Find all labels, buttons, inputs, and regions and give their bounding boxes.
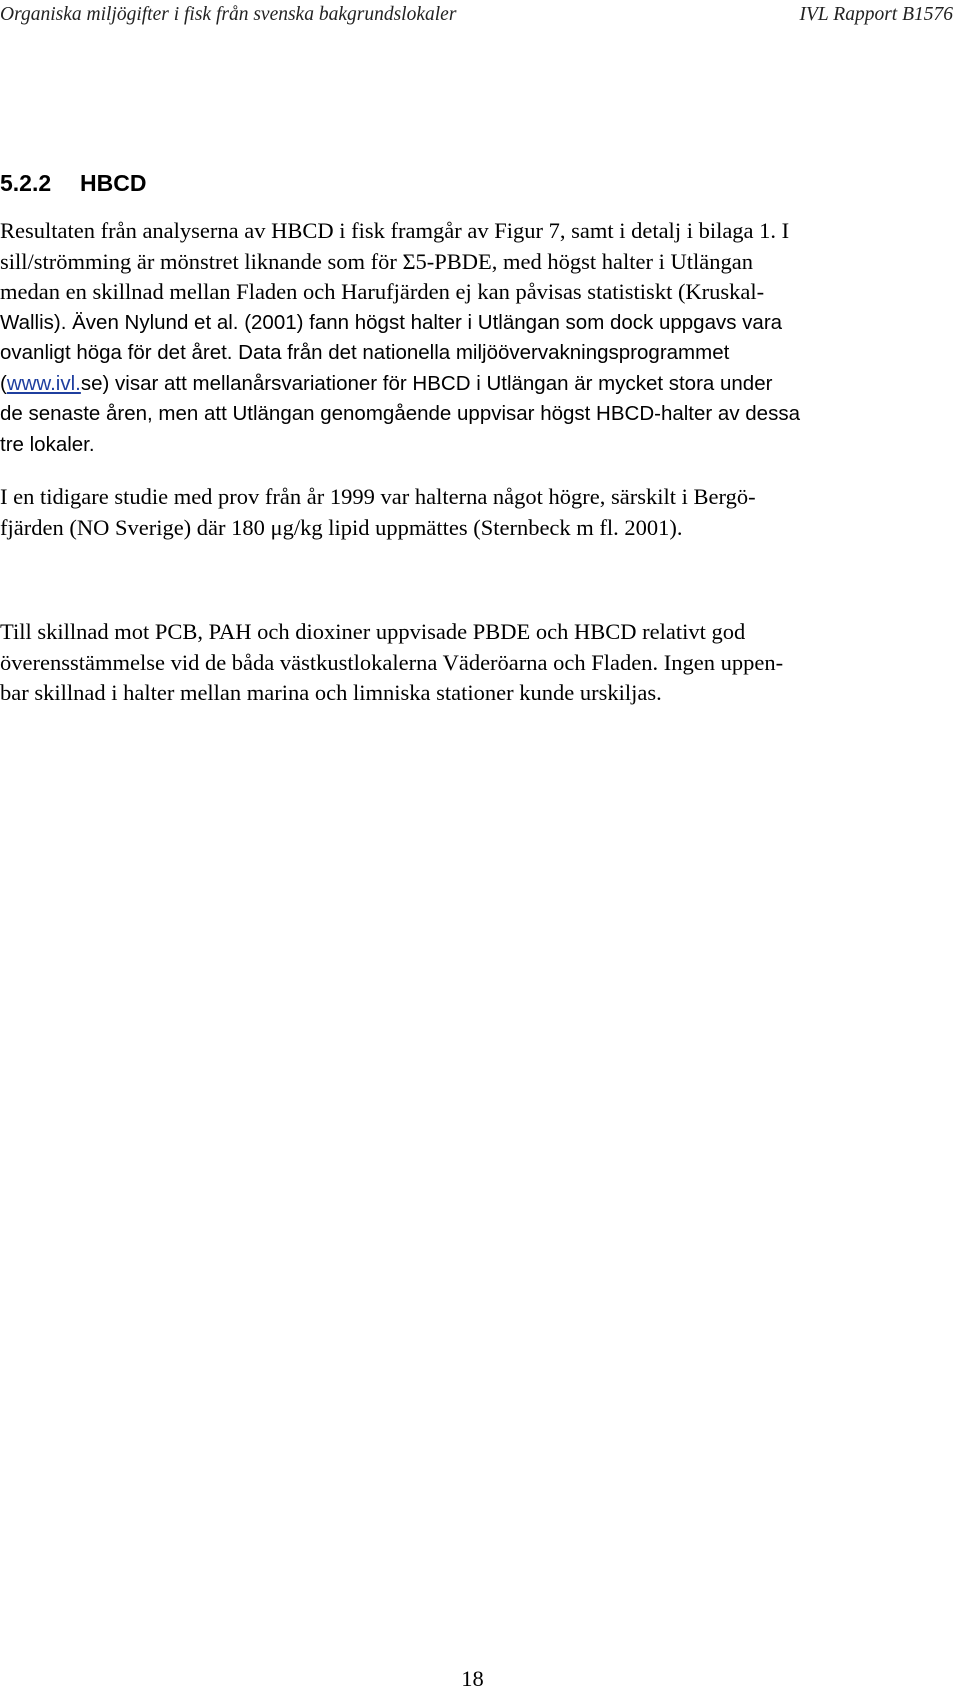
- paragraph-line: tre lokaler.: [0, 432, 95, 456]
- paragraph-line: fjärden (NO Sverige) där 180 μg/kg lipid uppmättes (Sternbeck m fl. 2001).: [0, 514, 683, 540]
- paragraph-line: sill/strömming är mönstret liknande som för Σ5-PBDE, med högst halter i Utlängan: [0, 248, 753, 274]
- paragraph-line-with-link: [0, 369, 958, 400]
- paragraph-earlier-study: [0, 482, 958, 543]
- paragraph-line: Resultaten från analyserna av HBCD i fisk framgår av Figur 7, samt i detalj i bilaga 1. I: [0, 218, 790, 243]
- section-number: 5.2.2: [0, 170, 52, 196]
- paragraph-line: medan en skillnad mellan Fladen och Harufjärden ej kan påvisas statistiskt (Kruskal-: [0, 279, 765, 304]
- paragraph-line: de senaste åren, men att Utlängan genomgående uppvisar högst HBCD-halter av dessa: [0, 402, 800, 425]
- paragraph-hbcd-results: [0, 216, 958, 460]
- paragraph-line: överensstämmelse vid de båda västkustlokalerna Väderöarna och Fladen. Ingen uppen-: [0, 649, 784, 675]
- paragraph-comparison: [0, 617, 958, 709]
- paragraph-line: Till skillnad mot PCB, PAH och dioxiner uppvisade PBDE och HBCD relativt god: [0, 619, 746, 644]
- paragraph-line: ovanligt höga för det året. Data från det nationella miljöövervakningsprogrammet: [0, 341, 730, 364]
- paragraph-line: I en tidigare studie med prov från år 1999 var halterna något högre, särskilt i Bergö-: [0, 484, 756, 509]
- header-report-number: IVL Rapport B1576: [799, 4, 953, 25]
- running-header: [0, 4, 953, 30]
- section-heading: [0, 170, 146, 197]
- paragraph-line: Wallis). Även Nylund et al. (2001) fann högst halter i Utlängan som dock uppgavs vara: [0, 310, 783, 334]
- link-prefix: (: [0, 371, 7, 395]
- header-report-title: Organiska miljögifter i fisk från svenska bakgrundslokaler: [0, 4, 457, 25]
- section-title: HBCD: [80, 170, 147, 196]
- ivl-website-link[interactable]: www.ivl.: [6, 371, 81, 395]
- paragraph-line-rest: se) visar att mellanårsvariationer för HBCD i Utlängan är mycket stora under: [80, 371, 773, 395]
- paragraph-line: bar skillnad i halter mellan marina och limniska stationer kunde urskiljas.: [0, 680, 662, 705]
- page-number: 18: [461, 1666, 484, 1691]
